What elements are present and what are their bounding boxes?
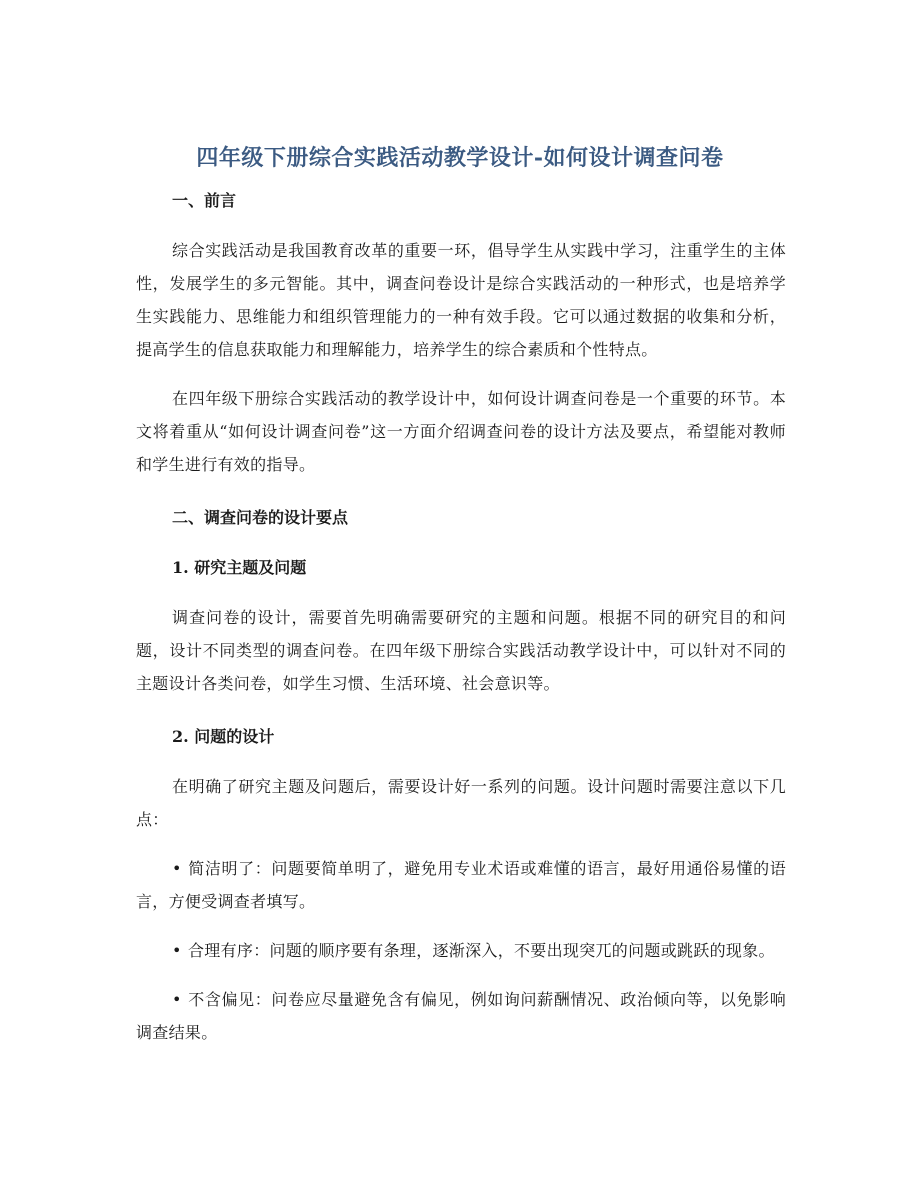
bullet-item-concise [136, 852, 786, 918]
bullet-text: 合理有序：问题的顺序要有条理，逐渐深入，不要出现突兀的问题或跳跃的现象。 [188, 941, 775, 960]
bullet-dot-icon: • [172, 859, 182, 878]
bullet-item-unbiased [136, 983, 786, 1049]
bullet-text: 简洁明了：问题要简单明了，避免用专业术语或难懂的语言，最好用通俗易懂的语言，方便受调查者填写。 [136, 859, 786, 911]
bullet-dot-icon: • [172, 941, 182, 960]
intro-paragraph-2: 在四年级下册综合实践活动的教学设计中，如何设计调查问卷是一个重要的环节。本文将着重从“如何设计调查问卷”这一方面介绍调查问卷的设计方法及要点，希望能对教师和学生进行有效的指导。 [136, 389, 786, 474]
section-heading-intro: 一、前言 [172, 191, 237, 210]
bullet-dot-icon: • [172, 990, 182, 1009]
bullet-item-ordered [136, 934, 786, 967]
subsection-heading-topic: 1. 研究主题及问题 [172, 558, 307, 577]
question-design-paragraph: 在明确了研究主题及问题后，需要设计好一系列的问题。设计问题时需要注意以下几点： [136, 777, 786, 829]
section-heading-design-points: 二、调查问卷的设计要点 [172, 508, 349, 527]
document-body [136, 188, 786, 1049]
subsection-heading-question-design: 2. 问题的设计 [172, 727, 275, 746]
topic-paragraph: 调查问卷的设计，需要首先明确需要研究的主题和问题。根据不同的研究目的和问题，设计不同类型的调查问卷。在四年级下册综合实践活动教学设计中，可以针对不同的主题设计各类问卷，如学生习惯、生活环境、社会意识等。 [136, 608, 786, 693]
document-title: 四年级下册综合实践活动教学设计-如何设计调查问卷 [196, 145, 724, 171]
bullet-text: 不含偏见：问卷应尽量避免含有偏见，例如询问薪酬情况、政治倾向等，以免影响调查结果。 [136, 990, 786, 1042]
intro-paragraph-1: 综合实践活动是我国教育改革的重要一环，倡导学生从实践中学习，注重学生的主体性，发展学生的多元智能。其中，调查问卷设计是综合实践活动的一种形式，也是培养学生实践能力、思维能力和组织管理能力的一种有效手段。它可以通过数据的收集和分析，提高学生的信息获取能力和理解能力，培养学生的综合素质和个性特点。 [136, 241, 786, 359]
